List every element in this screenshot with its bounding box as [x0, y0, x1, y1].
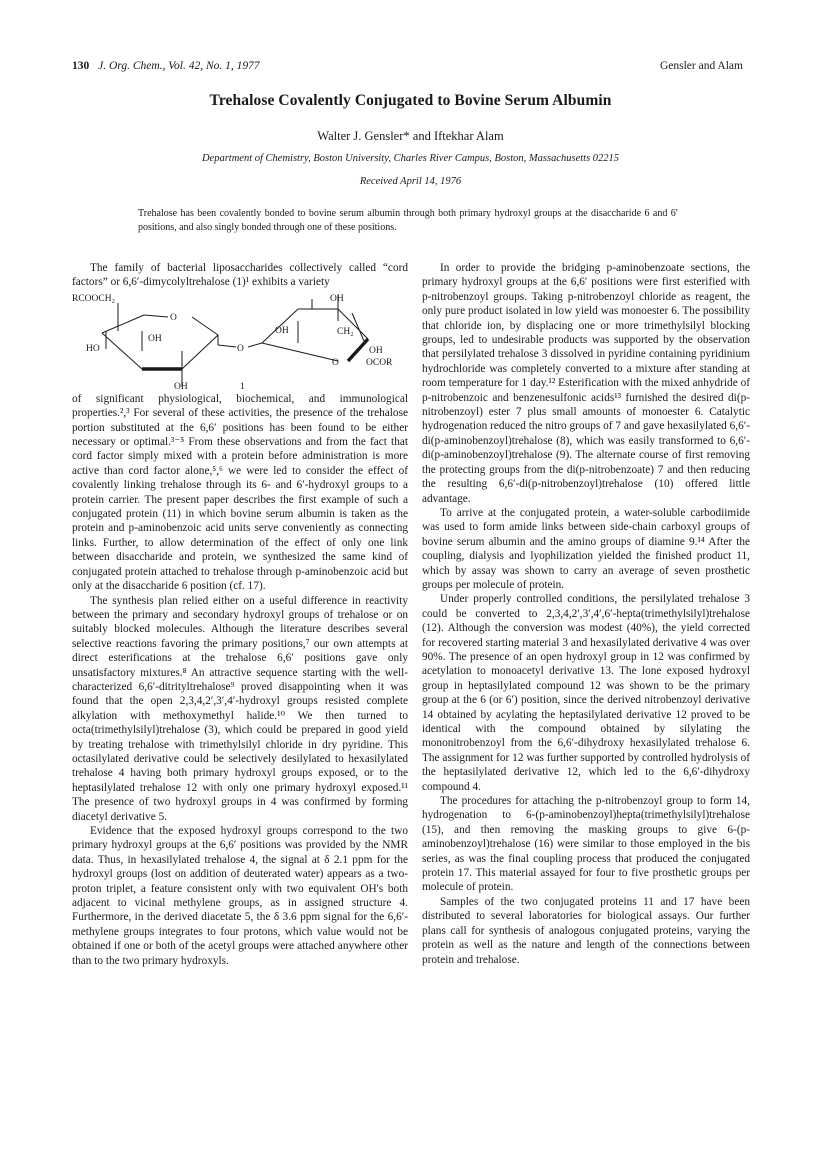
article-authors: Walter J. Gensler* and Iftekhar Alam [317, 129, 504, 143]
right-paragraph-2: To arrive at the conjugated protein, a water-soluble carbodiimide was used to form amide links between side-chain carboxyl groups of bovine serum albumin and the amino groups of diamine 9.¹⁴ After the coupling, dialysis and lyophilization yielded the finished product 11, which by assay was shown to carry an average of seven prosthetic groups per molecule of protein. [422, 506, 750, 591]
ho-left-label: HO [86, 343, 100, 354]
received-date: Received April 14, 1976 [359, 176, 462, 187]
page-number: 130 [72, 60, 90, 72]
rcooch2-label: RCOOCH₂ [72, 293, 115, 304]
running-header [72, 60, 743, 76]
ring-oxygen-right-label: O [332, 357, 339, 368]
abstract: Trehalose has been covalently bonded to bovine serum albumin through both primary hydroxyl groups at the disaccharide 6 and 6′ positions, and also singly bonded through one of these positions. [138, 208, 678, 233]
left-paragraph-1a: The family of bacterial liposaccharides collectively called “cord factors” or 6,6′-dimycolyltrehalose (1)¹ exhibits a variety [72, 262, 408, 289]
author-affiliation: Department of Chemistry, Boston University, Charles River Campus, Boston, Massachusetts 02215 [201, 153, 620, 164]
oh-right-label: OH [369, 345, 383, 356]
journal-citation: J. Org. Chem., Vol. 42, No. 1, 1977 [98, 60, 260, 72]
right-paragraph-3: Under properly controlled conditions, the persilylated trehalose 3 could be converted to 2,3,4,2′,3′,4′,6′-hepta(trimethylsilyl)trehalose (12). Although the conversion was modest (40%), the yield corrected for recovered starting material 3 and hexasilylated derivative 4 was over 90%. The presence of an open hydroxyl group in 12 was confirmed by acetylation to monoacetyl derivative 13. The lone exposed hydroxyl group in heptasilylated compound 12 was shown to be the primary group at the 6 (or 6′) position, since the derived nitrobenzoyl derivative 14 obtained by acylating the heptasilylated derivative 12 proved to be identical with the compound obtained by silylating the mononitrobenzoyl from the 6,6′-dihydroxy hexasilylated trehalose 6. The assignment for 12 was further supported by controlled hydrolysis of the heptasilylated derivative 12, which led to the 6,6′-dihydroxy compound 4. [422, 593, 750, 793]
right-paragraph-4: The procedures for attaching the p-nitrobenzoyl group to form 14, hydrogenation to 6-(p-aminobenzoyl)hepta(trimethylsilyl)trehalose (15), and then removing the masking groups to give 6-(p-aminobenzoyl)trehalose (16) were similar to those employed in the bis series, as was the final coupling process that produced the conjugated protein 17. This material assayed for four to five prosthetic groups per molecule of protein. [422, 795, 750, 894]
right-paragraph-5: Samples of the two conjugated proteins 11 and 17 have been distributed to several laboratories for biological assays. Our further plans call for synthesis of analogous conjugated proteins, varying the protein as well as the nature and length of the connections between protein and trehalose. [422, 895, 750, 966]
left-paragraph-3: Evidence that the exposed hydroxyl groups correspond to the two primary hydroxyl groups at the 6,6′ positions was provided by the NMR data. Thus, in hexasilylated trehalose 4, the signal at δ 2.1 ppm for the hydroxyl groups (lost on addition of deuterated water) appears as a two-proton triplet, a feature consistent only with two equivalent OH's both adjacent to vicinal methylene groups, as in assigned structure 4. Furthermore, in the derived diacetate 5, the δ 3.6 ppm signal for the 6,6′-methylene groups integrates to four protons, which value would not be obtained if one or both of the acetyl groups were attached anywhere other than to the two primary hydroxyls. [72, 825, 408, 967]
article-title: Trehalose Covalently Conjugated to Bovine Serum Albumin [209, 92, 612, 109]
ocor-label: OCOR [366, 357, 393, 368]
right-column [422, 261, 750, 967]
left-column [72, 261, 408, 968]
oh-ring1-label: OH [148, 333, 162, 344]
ch2-label: CH₂ [337, 326, 354, 337]
running-head-authors: Gensler and Alam [659, 60, 743, 72]
oh-ring2-label: OH [275, 325, 289, 336]
right-paragraph-1: In order to provide the bridging p-aminobenzoate sections, the primary hydroxyl groups at the 6,6′ positions were first esterified with p-nitrobenzoyl groups. Taking p-nitrobenzoyl chloride as reagent, the only pure product isolated in low yield was monoester 6. The possibility that chloride ion, by displacing one or more trimethylsilyl blocking groups, led to undesirable products was supported by the observation that persilylated trehalose 3 dissolved in pyridine containing pyridinium hydrochloride was completely converted to a mixture after standing at room temperature for 1 day.¹² Esterification with the mixed anhydride of p-nitrobenzoic and benzenesulfonic acids¹³ furnished the desired di(p-nitrobenzoyl) ester 7 plus small amounts of monoester 6. Catalytic hydrogenation reduced the nitro groups of 7 and gave hexasilylated 6,6′-di(p-aminobenzoyl)trehalose (8), which was easily transformed to 6,6′-di(p-aminobenzoyl)trehalose (9). The alternate course of first removing the protecting groups from the di(p-nitrobenzoate) 7 and then reducing the resulting 6,6′-di(p-nitrobenzoyl)trehalose (10) offered little advantage. [422, 262, 750, 505]
bridge-oxygen-label: O [237, 343, 244, 354]
oh-bottom-label: OH [174, 381, 188, 391]
left-paragraph-2: The synthesis plan relied either on a useful difference in reactivity between the primary and secondary hydroxyl groups of trehalose or on suitably blocked molecules. Although the literature describes several selective reactions favoring the primary positions,⁷ our own attempts at direct esterifications at the trehalose 6,6′ positions gave only unsatisfactory mixtures.⁸ An attractive sequence starting with the well-characterized 6,6′-ditrityltrehalose⁹ proved disappointing when it was found that the open 2,3,4,2′,3′,4′-hydroxyl groups resisted complete alkylation with methoxymethyl halide.¹⁰ We then turned to octa(trimethylsilyl)trehalose (3), which could be prepared in good yield by treating trehalose with trimethylsilyl chloride in dry pyridine. This octasilylated derivative could be selectively desilylated to hexasilylated trehalose 4 having both primary hydroxyl groups exposed, or to the heptasilylated trehalose 12 with only one primary hydroxyl exposed.¹¹ The presence of two hydroxyl groups in 4 was confirmed by forming diacetyl derivative 5. [72, 594, 408, 823]
left-paragraph-1b: of significant physiological, biochemical, and immunological properties.²,³ For several of these activities, the presence of the trehalose portion substituted at the 6,6′ positions has been found to be either necessary or optimal.³⁻⁵ From these observations and from the fact that cord factor simply mixed with a protein before administration is more active than cord factor alone,⁵,⁶ we were led to consider the effect of covalently linking trehalose through its 6- and 6′-hydroxyl groups to a protein carrier. The present paper describes the first example of such a conjugated protein (11) in which bovine serum albumin is taken as the protein and p-aminobenzoic acid units serve conveniently as connecting links. Further, to allow determination of the effect of only one link between disaccharide and protein, we synthesized the same kind of conjugated protein attached to trehalose through p-aminobenzoic acid but only at the disaccharide 6 position (cf. 17). [72, 392, 408, 593]
trehalose-structure-diagram [72, 291, 408, 391]
oh-top-label: OH [330, 293, 344, 304]
compound-number-label: 1 [240, 381, 245, 391]
ring-oxygen-left-label: O [170, 312, 177, 323]
